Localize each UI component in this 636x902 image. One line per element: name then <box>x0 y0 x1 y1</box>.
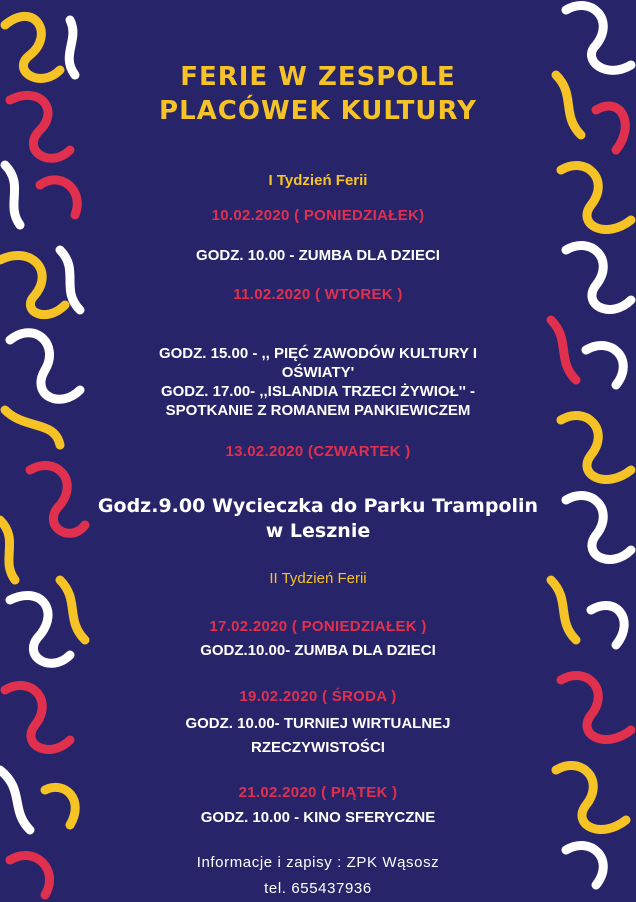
poster-title <box>90 60 546 128</box>
footer-info <box>90 850 546 902</box>
title-line-2: PLACÓWEK KULTURY <box>159 96 477 126</box>
week2-label: II Tydzień Ferii <box>269 570 367 587</box>
event-day2-line2: OŚWIATY' <box>281 364 355 381</box>
event-day5-line1: GODZ. 10.00- TURNIEJ WIRTUALNEJ <box>185 715 451 732</box>
event-day3-line1: Godz.9.00 Wycieczka do Parku Trampolin <box>97 495 539 517</box>
event-day5-line2: RZECZYWISTOŚCI <box>251 739 385 756</box>
event-day1: GODZ. 10.00 - ZUMBA DLA DZIECI <box>196 247 440 264</box>
date-day5: 19.02.2020 ( ŚRODA ) <box>239 688 397 705</box>
event-day5 <box>90 712 546 760</box>
date-day2: 11.02.2020 ( WTOREK ) <box>233 286 403 303</box>
date-day3: 13.02.2020 (CZWARTEK ) <box>225 443 411 460</box>
right-confetti-decoration <box>546 0 636 900</box>
event-day3-line2: w Lesznie <box>265 520 371 542</box>
event-day2-line1: GODZ. 15.00 - ,, PIĘĆ ZAWODÓW KULTURY I <box>158 345 478 362</box>
event-day6: GODZ. 10.00 - KINO SFERYCZNE <box>200 809 436 826</box>
date-day4: 17.02.2020 ( PONIEDZIAŁEK ) <box>209 618 427 635</box>
poster-content <box>90 0 546 900</box>
week1-label: I Tydzień Ferii <box>268 172 368 189</box>
title-line-1: FERIE W ZESPOLE <box>180 62 456 92</box>
event-day2-line3: GODZ. 17.00- ,,ISLANDIA TRZECI ŻYWIOŁ'' - <box>160 383 476 400</box>
date-day1: 10.02.2020 ( PONIEDZIAŁEK) <box>211 207 425 224</box>
footer-phone: tel. 655437936 <box>264 880 372 897</box>
event-day3 <box>90 494 546 544</box>
event-day2-line4: SPOTKANIE Z ROMANEM PANKIEWICZEM <box>165 402 471 419</box>
event-day2 <box>90 344 546 420</box>
event-day4: GODZ.10.00- ZUMBA DLA DZIECI <box>200 642 436 659</box>
date-day6: 21.02.2020 ( PIĄTEK ) <box>238 784 398 801</box>
footer-info-text: Informacje i zapisy : ZPK Wąsosz <box>196 854 440 871</box>
left-confetti-decoration <box>0 0 90 900</box>
